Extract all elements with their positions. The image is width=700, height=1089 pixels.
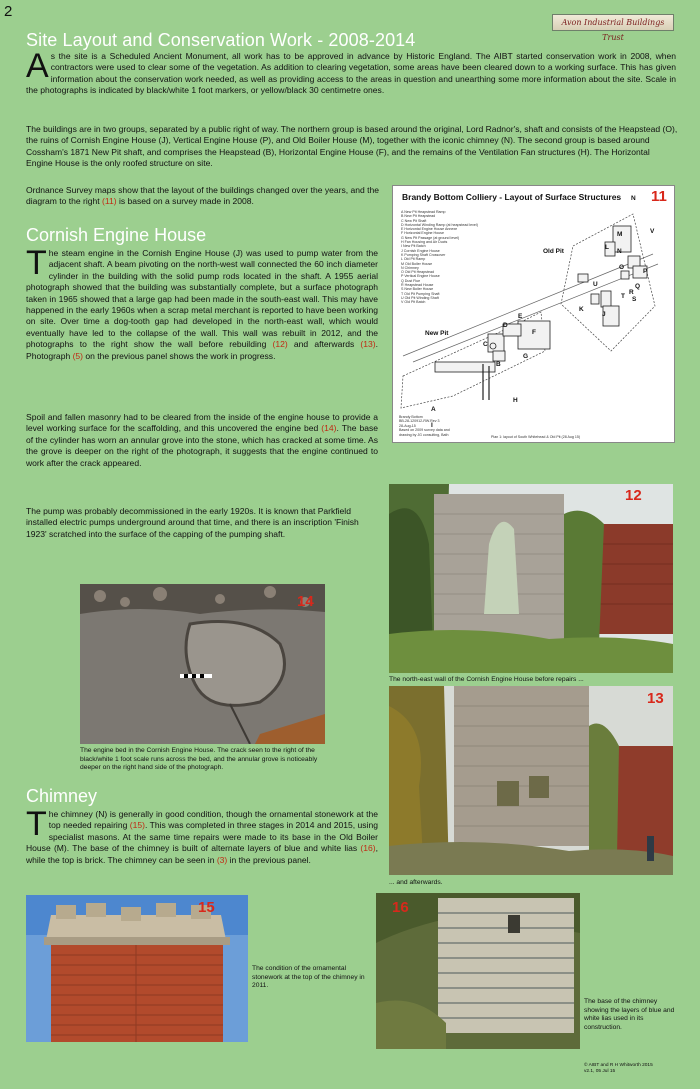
old-pit-label: Old Pit (543, 248, 564, 255)
label-i: I (431, 422, 433, 429)
photo-12-number: 12 (625, 487, 642, 504)
label-q: Q (635, 283, 641, 290)
label-e: E (518, 313, 523, 320)
label-h: H (513, 397, 518, 404)
diagram-footnote: Plan 1: layout of South Whitehead & Old Pit (28 Aug 15) (491, 435, 581, 439)
label-g: G (523, 353, 529, 360)
groups-paragraph: The buildings are in two groups, separated by a public right of way. The northern group is based around the original, Lord Radnor's, shaft and consists of the Heapstead (O), the ruins of Cornish Engine House (J), Vertical Engine House (P), and Old Boiler House (M), together with the iconic chimney (N). The second group is based around Cossham's 1871 New Pit shaft, and comprises the Heapstead (B), Horizontal Engine House (F), and the remains of the Ventilation Fan structures (H). The Horizontal Engine House is the only roofed structure on site. (26, 124, 678, 169)
diagram-number: 11 (651, 188, 667, 205)
page-title: Site Layout and Conservation Work - 2008-2014 (26, 30, 416, 50)
cornish-dropcap: T (26, 244, 47, 282)
photo-13-caption: ... and afterwards. (389, 879, 443, 886)
label-d: D (503, 322, 508, 329)
label-f: F (532, 329, 536, 336)
diagram-legend: A New Pit Heapstead Ramp B New Pit Heapstead C New Pit Shaft D Horizontal Winding Ramp (at heapstead level) E Horizontal Engine House Annexe F Horizontal Engine House G New Pit Passage (at ground level) H Fan Housing and Air Ducts I New Pit Batch J Cornish Engine House K Pumping Shaft Crossover L Old Pit Ramp M Old Boiler House N Chimney O Old Pit Heapstead P Vertical Engine House Q Dust Flue R Heapstead House S New Boiler House T Old Pit Pumping Shaft U Old Pit Winding Shaft V Old Pit Batch (401, 210, 478, 305)
label-j: J (602, 311, 606, 318)
chimney-heading: Chimney (26, 786, 98, 806)
diagram-footer: Brandy Bottom BB-28-120912-RW.Rev 3 28-Aug-15 Based on 2009 survey data and drawing by JG consulting, Bath (399, 415, 450, 437)
label-c: C (483, 341, 488, 348)
copyright-notice: © AIBT and R H Whitworth 2015 v2.1, 05 Jul 15 (584, 1063, 653, 1074)
label-m: M (617, 231, 623, 238)
photo-15-caption: The condition of the ornamental stonework at the top of the chimney in 2011. (252, 965, 365, 990)
intro-dropcap: A (26, 47, 49, 85)
label-n: N (617, 248, 622, 255)
photo-14-number: 14 (297, 593, 314, 610)
label-b: B (496, 361, 501, 368)
photo-16-chimney-base (376, 893, 580, 1049)
cornish-heading: Cornish Engine House (26, 225, 207, 245)
label-r: R (629, 289, 634, 296)
diagram-title: Brandy Bottom Colliery - Layout of Surface Structures (402, 192, 622, 202)
os-paragraph: Ordnance Survey maps show that the layout of the buildings changed over the years, and the diagram to the right (11) is based on a survey made in 2008. (26, 185, 380, 207)
label-u: U (593, 281, 598, 288)
cornish-paragraph-2: Spoil and fallen masonry had to be cleared from the inside of the engine house to provide a level working surface for the scaffolding, and this uncovered the engine bed (14). The base of the cylinder has worn an annular grove into the stone, which has cracked at some time. As the grove is deeper on the right of the photograph, it suggests that the engine continued to work after the crack appeared. (26, 412, 378, 468)
intro-paragraph: As the site is a Scheduled Ancient Monument, all work has to be approved in advance by Historic England. The AIBT started conservation work in 2008, when contractors were used to clear some of the vegetation. As addition to clearing vegetation, some areas have been cleared down to a working surface. This has given information about the conservation work needed, as well as providing access to the areas in question and unearthing some more information about the site. Scale in the photographs is indicated by black/white 1 foot markers, or yellow/black 30 centimetre ones. (26, 47, 676, 96)
label-k: K (579, 306, 584, 313)
photo-14-caption: The engine bed in the Cornish Engine House. The crack seen to the right of the black/white 1 foot scale runs across the bed, and the annular grove is noticeably deeper on the right hand side of the photograph. (80, 747, 318, 772)
site-layout-diagram (392, 185, 675, 443)
chimney-dropcap: T (26, 805, 47, 843)
diagram-ref: (11) (102, 196, 117, 207)
photo-16-caption: The base of the chimney showing the layers of blue and white lias used in its construction. (584, 998, 675, 1031)
cornish-paragraph-3: The pump was probably decommissioned in the early 1920s. It is known that Parkfield installed electric pumps underground around that time, and there is an inscription 'Finish 1923' scratched into the surface of the capping of the pumping shaft. (26, 506, 359, 539)
label-a: A (431, 406, 436, 413)
photo-16-number: 16 (392, 899, 409, 916)
cornish-paragraph-1: The steam engine in the Cornish Engine House (J) was used to pump water from the adjacent shaft. A beam pivoting on the north-west wall connected the 60 inch diameter cylinder in the building with the solid pump rods located in the shaft. A 1955 aerial photograph showed that the building was substantially complete, but a surface photograph taken in 1965 showed that a large gap had been made in the south-east wall. This may have happened in the early 1960s when a scrap metal merchant is reported to have been working on site. Over time a dog-tooth gap had developed in the north-east wall, which would eventually have led to the collapse of the wall. This wall was rebuilt in 2012, and the photographs to the right show the wall before rebuilding (12) and afterwards (13). Photograph (5) on the previous panel shows the work in progress. (26, 244, 378, 361)
label-v: V (650, 228, 655, 235)
page-number: 2 (4, 3, 13, 20)
photo-14-engine-bed (80, 584, 325, 744)
aibt-logo: Avon Industrial Buildings Trust (552, 14, 674, 31)
photo-13-engine-house-after (389, 686, 673, 875)
label-l: L (605, 244, 609, 251)
photo-12-engine-house-before (389, 484, 673, 673)
north-arrow: N (631, 195, 636, 202)
label-s: S (632, 296, 637, 303)
photo-15-number: 15 (198, 899, 215, 916)
photo-15-chimney-top (26, 895, 248, 1042)
label-t: T (621, 293, 625, 300)
label-o: O (619, 264, 625, 271)
label-p: P (643, 268, 648, 275)
photo-13-number: 13 (647, 690, 664, 707)
photo-12-caption: The north-east wall of the Cornish Engine House before repairs ... (389, 676, 584, 683)
new-pit-label: New Pit (425, 330, 449, 337)
chimney-paragraph: The chimney (N) is generally in good condition, though the ornamental stonework at the top needed repairing (15). This was completed in three stages in 2014 and 2015, using specialist masons. At the same time repairs were made to its base in the Old Boiler House (M). The base of the chimney is built of alternate layers of blue and white lias (16), while the top is brick. The chimney can be seen in (3) in the previous panel. (26, 805, 378, 865)
